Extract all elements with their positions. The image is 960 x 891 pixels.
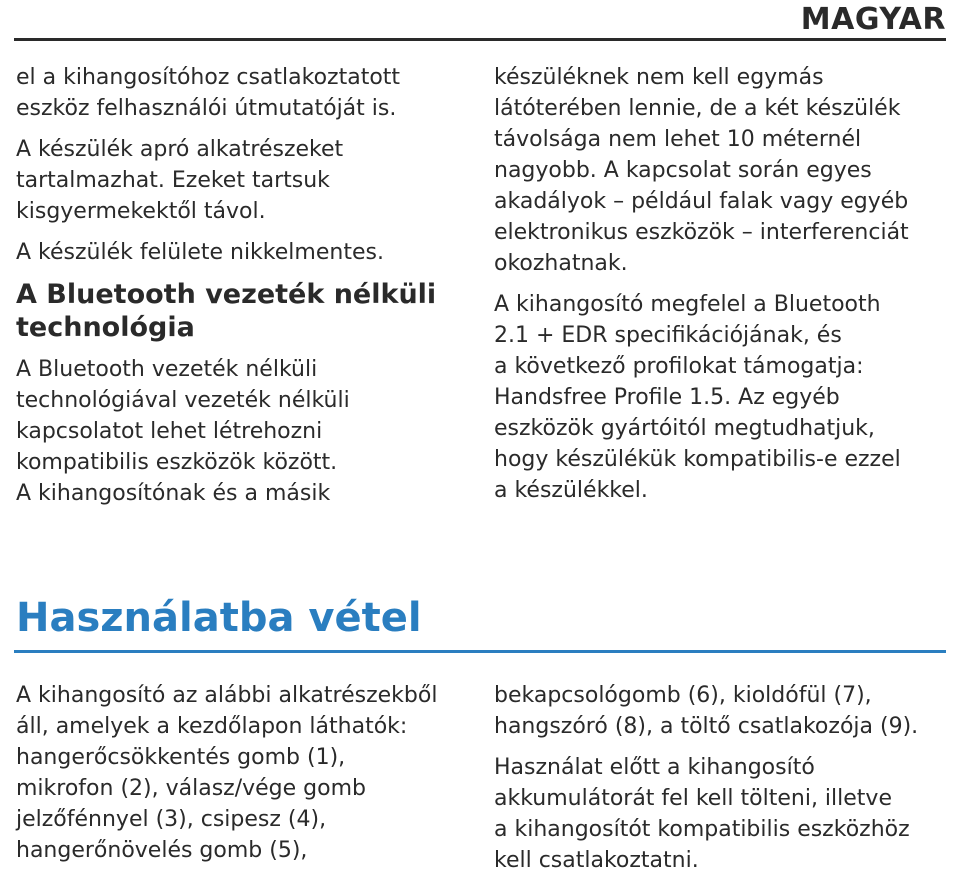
paragraph-charging-note: Használat előtt a kihangosító akkumulátorát fel kell tölteni, illetve a kihangosítót kompatibilis eszközhöz kell csatlakoztatni.	[494, 755, 910, 873]
paragraph-parts-list: A kihangosító az alábbi alkatrészekből áll, amelyek a kezdőlapon láthatók: hangerőcsökkentés gomb (1), mikrofon (2), válasz/vége gomb jelzőfénnyel (3), csipesz (4), hangerőnövelés gomb (5),	[16, 683, 438, 863]
paragraph-bluetooth-spec: A kihangosító megfelel a Bluetooth 2.1 + EDR specifikációjának, és a következő profilokat támogatja: Handsfree Profile 1.5. Az egyéb eszközök gyártóitól megtudhatjuk, hogy készülékük kompatibilis-e ezzel a készülékkel.	[494, 292, 901, 503]
right-column-top	[494, 62, 949, 516]
paragraph-parts-list-continued: bekapcsológomb (6), kioldófül (7), hangszóró (8), a töltő csatlakozója (9).	[494, 683, 919, 739]
right-column-bottom	[494, 680, 949, 886]
paragraph-nickel-free: A készülék felülete nikkelmentes.	[16, 240, 384, 265]
paragraph-bluetooth-range: készüléknek nem kell egymás látóterében lennie, de a két készülék távolsága nem lehet 10 méternél nagyobb. A kapcsolat során egyes akadályok – például falak vagy egyéb elektronikus eszközök – interferenciát okozhatnak.	[494, 65, 909, 276]
bluetooth-heading: A Bluetooth vezeték nélküli technológia	[16, 279, 437, 343]
section-divider	[14, 650, 946, 653]
left-column-bottom	[16, 680, 471, 876]
section-title: Használatba vétel	[16, 595, 422, 641]
left-column-top	[16, 62, 471, 519]
paragraph-small-parts: A készülék apró alkatrészeket tartalmazhat. Ezeket tartsuk kisgyermekektől távol.	[16, 137, 344, 224]
header-divider	[14, 38, 946, 41]
language-label: MAGYAR	[800, 2, 946, 37]
paragraph-manual-reference: el a kihangosítóhoz csatlakoztatott eszköz felhasználói útmutatóját is.	[16, 65, 401, 121]
paragraph-bluetooth-intro: A Bluetooth vezeték nélküli technológiával vezeték nélküli kapcsolatot lehet létrehozni kompatibilis eszközök között. A kihangosítónak és a másik	[16, 357, 350, 506]
